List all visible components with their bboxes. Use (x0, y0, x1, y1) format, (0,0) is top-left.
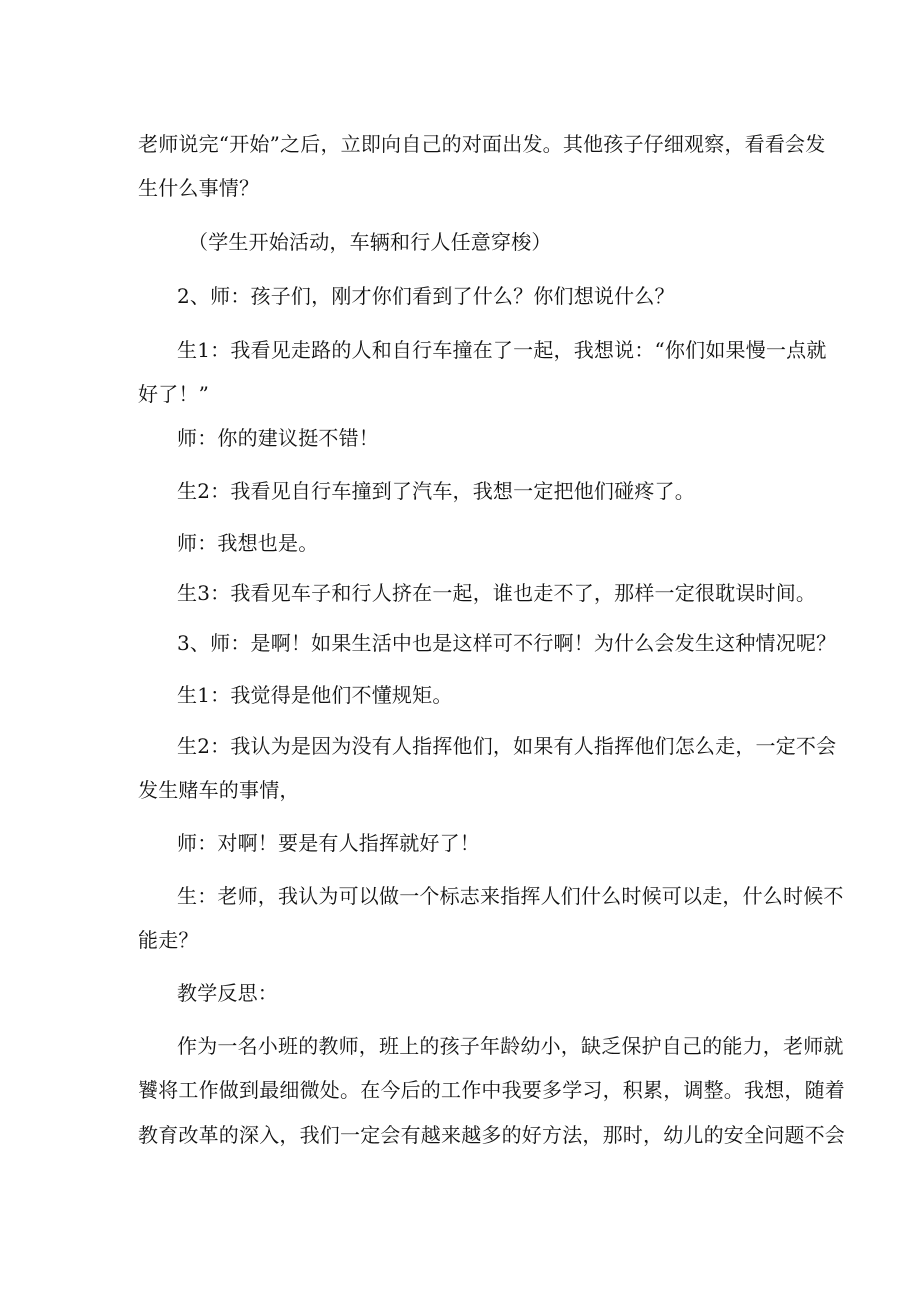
paragraph-line: 生1：我看见走路的人和自行车撞在了一起，我想说：“你们如果慢一点就 (177, 338, 827, 362)
paragraph-line: 教育改革的深入，我们一定会有越来越多的好方法，那时，幼儿的安全问题不会 (138, 1123, 845, 1147)
paragraph-line: 生2：我认为是因为没有人指挥他们，如果有人指挥他们怎么走，一定不会 (177, 734, 837, 758)
section-heading: 教学反思： (177, 981, 278, 1005)
paragraph-line: 生2：我看见自行车撞到了汽车，我想一定把他们碰疼了。 (177, 479, 695, 503)
paragraph-line: （学生开始活动，车辆和行人任意穿梭） (188, 230, 552, 254)
paragraph-line: 2、师：孩子们，刚才你们看到了什么？你们想说什么？ (177, 284, 675, 308)
paragraph-line: 师：对啊！要是有人指挥就好了！ (177, 831, 480, 855)
paragraph-line: 发生赌车的事情， (138, 778, 300, 802)
paragraph-line: 能走？ (138, 928, 199, 952)
paragraph-line: 好了！” (138, 382, 210, 406)
paragraph-line: 生1：我觉得是他们不懂规矩。 (177, 683, 453, 707)
paragraph-line: 饕将工作做到最细微处。在今后的工作中我要多学习，积累，调整。我想，随着 (138, 1078, 845, 1102)
paragraph-line: 生：老师，我认为可以做一个标志来指挥人们什么时候可以走，什么时候不 (177, 884, 844, 908)
paragraph-line: 生3：我看见车子和行人挤在一起，谁也走不了，那样一定很耽误时间。 (177, 581, 817, 605)
paragraph-line: 师：我想也是。 (177, 531, 319, 555)
paragraph-line: 老师说完“开始”之后，立即向自己的对面出发。其他孩子仔细观察，看看会发 (138, 132, 826, 156)
paragraph-line: 师：你的建议挺不错！ (177, 426, 379, 450)
paragraph-line: 生什么事情？ (138, 176, 260, 200)
paragraph-line: 3、师：是啊！如果生活中也是这样可不行啊！为什么会发生这种情况呢？ (177, 631, 837, 655)
paragraph-line: 作为一名小班的教师，班上的孩子年龄幼小，缺乏保护自己的能力，老师就 (177, 1034, 844, 1058)
